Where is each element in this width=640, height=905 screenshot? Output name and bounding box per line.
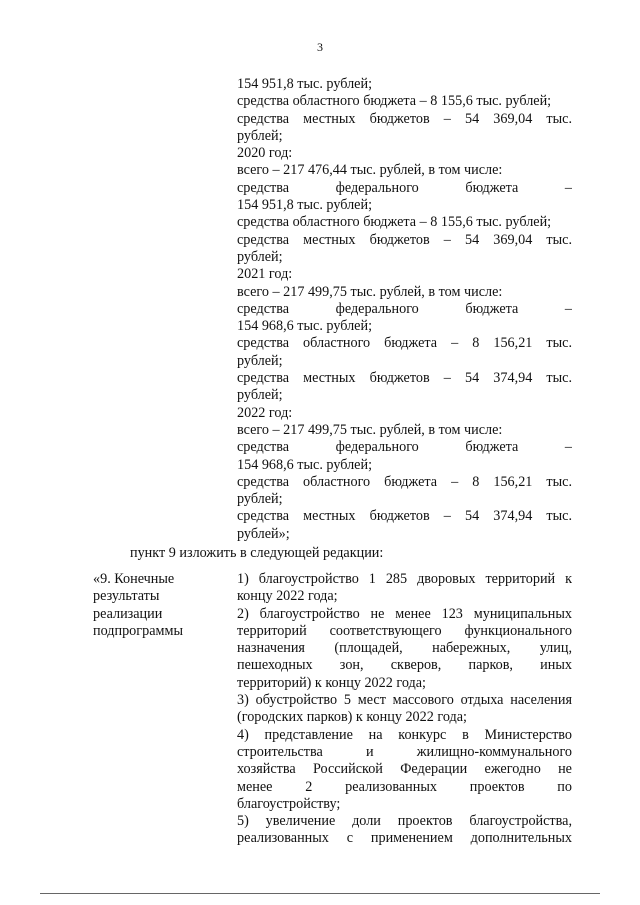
result-line: назначения (площадей, набережных, улиц, — [237, 640, 572, 657]
results-list-cell — [237, 571, 572, 848]
funding-line: рублей; — [237, 352, 283, 369]
page-number: 3 — [317, 40, 323, 54]
result-line: реализованных с применением дополнительных — [237, 830, 572, 847]
funding-line: средства федерального бюджета – — [237, 439, 572, 456]
funding-text-block — [237, 76, 572, 543]
funding-line: 154 951,8 тыс. рублей; — [237, 76, 373, 92]
result-line: благоустройству; — [237, 795, 341, 812]
result-line: концу 2022 года; — [237, 588, 338, 605]
result-line: территорий) к концу 2022 года; — [237, 674, 426, 691]
result-line: 4) представление на конкурс в Министерство — [237, 726, 572, 743]
result-line: 3) обустройство 5 мест массового отдыха населения — [237, 692, 572, 709]
result-line: 5) увеличение доли проектов благоустройства, — [237, 813, 572, 830]
funding-line: рублей; — [237, 491, 283, 508]
funding-line: средства местных бюджетов – 54 374,94 тыс. — [237, 508, 572, 525]
result-line: территорий соответствующего функционального — [237, 622, 572, 639]
result-line: менее 2 реализованных проектов по — [237, 778, 572, 795]
page-bottom-rule — [40, 893, 600, 894]
results-heading-line: результаты — [93, 588, 160, 605]
funding-line: 154 951,8 тыс. рублей; — [237, 197, 373, 214]
results-heading-cell — [93, 571, 223, 640]
funding-line: средства областного бюджета – 8 155,6 тыс. рублей; — [237, 93, 552, 110]
results-heading-line: подпрограммы — [93, 622, 183, 639]
funding-line: средства местных бюджетов – 54 374,94 тыс. — [237, 370, 572, 387]
funding-line: средства областного бюджета – 8 156,21 тыс. — [237, 473, 572, 490]
funding-line: средства федерального бюджета – — [237, 179, 572, 196]
funding-line: 154 968,6 тыс. рублей; — [237, 456, 373, 473]
funding-line: средства местных бюджетов – 54 369,04 тыс. — [237, 231, 572, 248]
funding-line: всего – 217 476,44 тыс. рублей, в том числе: — [237, 162, 503, 179]
results-heading-line: «9. Конечные — [93, 571, 175, 587]
funding-line: 2021 год: — [237, 266, 293, 283]
funding-line: средства федерального бюджета – — [237, 300, 572, 317]
funding-line: 2020 год: — [237, 145, 293, 162]
funding-line: средства областного бюджета – 8 155,6 тыс. рублей; — [237, 214, 552, 231]
funding-line: всего – 217 499,75 тыс. рублей, в том числе: — [237, 421, 503, 438]
funding-line: 154 968,6 тыс. рублей; — [237, 318, 373, 335]
results-heading-line: реализации — [93, 605, 163, 622]
amendment-intro: пункт 9 изложить в следующей редакции: — [130, 545, 384, 561]
result-line: строительства и жилищно-коммунального — [237, 743, 572, 760]
result-line: 2) благоустройство не менее 123 муниципальных — [237, 605, 572, 622]
result-line: (городских парков) к концу 2022 года; — [237, 709, 467, 726]
funding-line: рублей; — [237, 127, 283, 144]
funding-line: всего – 217 499,75 тыс. рублей, в том числе: — [237, 283, 503, 300]
result-line: 1) благоустройство 1 285 дворовых территорий к — [237, 571, 572, 587]
funding-line: средства областного бюджета – 8 156,21 тыс. — [237, 335, 572, 352]
funding-line: рублей; — [237, 248, 283, 265]
result-line: пешеходных зон, скверов, парков, иных — [237, 657, 572, 674]
funding-line: рублей»; — [237, 525, 290, 542]
funding-line: средства местных бюджетов – 54 369,04 тыс. — [237, 110, 572, 127]
funding-line: 2022 год: — [237, 404, 293, 421]
funding-line: рублей; — [237, 387, 283, 404]
result-line: хозяйства Российской Федерации ежегодно не — [237, 761, 572, 778]
